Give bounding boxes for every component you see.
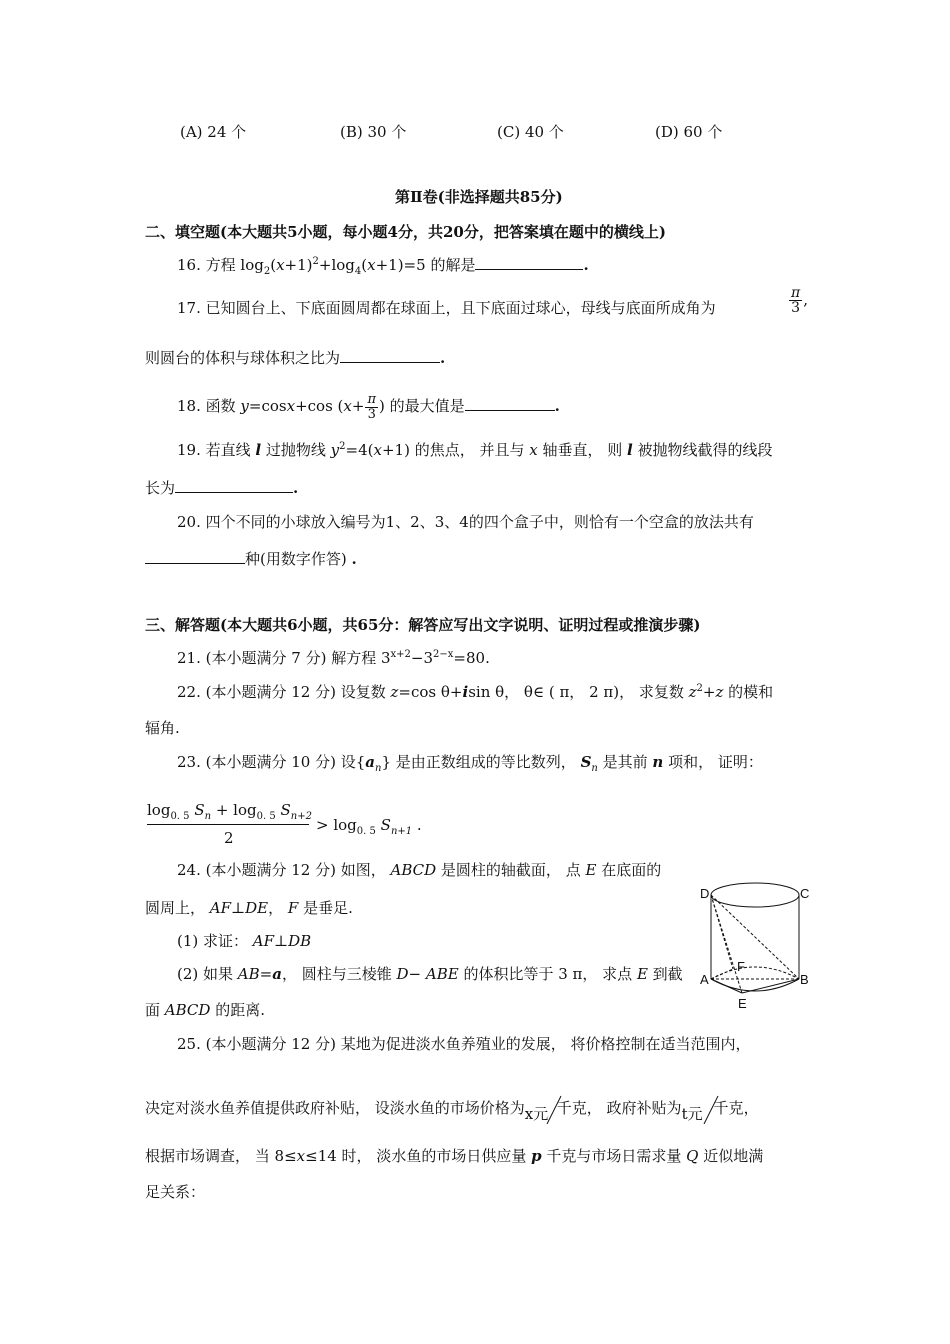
question-22: 22. (本小题满分 12 分) 设复数 z=cos θ+isin θ， θ∈ ( π， 2 π)， 求复数 $z^2+z$ 的模和 bbox=[177, 683, 774, 701]
fraction-bar bbox=[147, 824, 309, 825]
answer-blank bbox=[475, 255, 583, 270]
question-22-line2: 辐角. bbox=[145, 719, 180, 737]
answer-blank bbox=[145, 549, 245, 564]
option-a: (A) 24 个 bbox=[180, 123, 247, 141]
answer-blank bbox=[175, 478, 293, 493]
question-16: 16. 方程 $\log_2(x+1)^2+\log_4(x+1)=5$ 的解是 . bbox=[177, 256, 589, 277]
label-a: A bbox=[700, 972, 709, 987]
answer-blank bbox=[465, 396, 555, 411]
label-f: F bbox=[737, 959, 745, 974]
question-17: 17. 已知圆台上、下底面圆周都在球面上，且下底面过球心，母线与底面所成角为 bbox=[177, 299, 716, 317]
label-c: C bbox=[800, 886, 810, 901]
question-25: 25. (本小题满分 12 分) 某地为促进淡水鱼养殖业的发展， 将价格控制在适当范围内， bbox=[177, 1035, 751, 1053]
label-d: D bbox=[700, 886, 710, 901]
question-24-part1: (1) 求证： AF⊥DB bbox=[177, 932, 312, 950]
option-b: (B) 30 个 bbox=[340, 123, 407, 141]
question-20: 20. 四个不同的小球放入编号为1、2、3、4的四个盒子中，则恰有一个空盒的放法共有 bbox=[177, 513, 754, 531]
unit-subsidy: t元 千克 bbox=[682, 1094, 744, 1124]
cylinder-figure bbox=[700, 878, 820, 1013]
fill-blank-heading: 二、填空题(本大题共5小题，每小题4分，共20分，把答案填在题中的横线上) bbox=[145, 223, 666, 241]
question-23: 23. (本小题满分 10 分) 设$\{a_n\}$ 是由正数组成的等比数列， $S_n$ 是其前 n 项和， 证明： bbox=[177, 753, 763, 774]
question-25-line4: 足关系： bbox=[145, 1183, 206, 1201]
label-e: E bbox=[738, 996, 747, 1011]
question-17-line2: 则圆台的体积与球体积之比为 . bbox=[145, 349, 446, 367]
question-24-line2: 圆周上， AF⊥DE， F 是垂足. bbox=[145, 899, 353, 917]
inequality-rhs: > $\log_{0. 5} S_{n+1}$ . bbox=[316, 816, 422, 837]
option-d: (D) 60 个 bbox=[655, 123, 723, 141]
option-c: (C) 40 个 bbox=[497, 123, 564, 141]
label-b: B bbox=[800, 972, 809, 987]
question-25-line2: 决定对淡水鱼养值提供政府补贴， 设淡水鱼的市场价格为 x元 千克 ， 政府补贴为 t元 千克 ， bbox=[145, 1088, 759, 1128]
part2-title: 第Ⅱ卷(非选择题共85分) bbox=[395, 188, 563, 206]
question-24: 24. (本小题满分 12 分) 如图， ABCD 是圆柱的轴截面， 点 E 在底面的 bbox=[177, 861, 662, 879]
unit-price: x元 千克 bbox=[525, 1094, 587, 1124]
question-24-line5: 面 ABCD 的距离. bbox=[145, 1001, 265, 1019]
question-19: 19. 若直线 l 过抛物线 $y^2=4(x+1)$ 的焦点， 并且与 x 轴垂直， 则 l 被抛物线截得的线段 bbox=[177, 441, 773, 459]
question-18: 18. 函数 y=cosx+cos (x+ $\frac{\pi}{3}$ ) 的最大值是 . bbox=[177, 391, 560, 422]
question-20-line2: 种(用数字作答) . bbox=[145, 549, 357, 569]
fraction-pi-over-3: $\frac{\pi}{3}$ , bbox=[791, 285, 808, 316]
question-25-line3: 根据市场调查， 当 8≤x≤14 时， 淡水鱼的市场日供应量 p 千克与市场日需求量 Q 近似地满 bbox=[145, 1147, 764, 1165]
inequality-denominator: 2 bbox=[224, 829, 234, 847]
question-21: 21. (本小题满分 7 分) 解方程 $3^{x+2}-3^{2-x}=80$. bbox=[177, 649, 490, 667]
inequality-numerator: $\log_{0. 5} S_n + \log_{0. 5} S_{n+2}$ bbox=[147, 801, 312, 822]
question-24-part2: (2) 如果 AB=a， 圆柱与三棱锥 D− ABE 的体积比等于 3 π， 求点 E 到截 bbox=[177, 965, 683, 983]
answer-blank bbox=[340, 348, 440, 363]
solution-heading: 三、解答题(本大题共6小题，共65分：解答应写出文字说明、证明过程或推演步骤) bbox=[145, 616, 701, 634]
question-19-line2: 长为 . bbox=[145, 479, 299, 497]
